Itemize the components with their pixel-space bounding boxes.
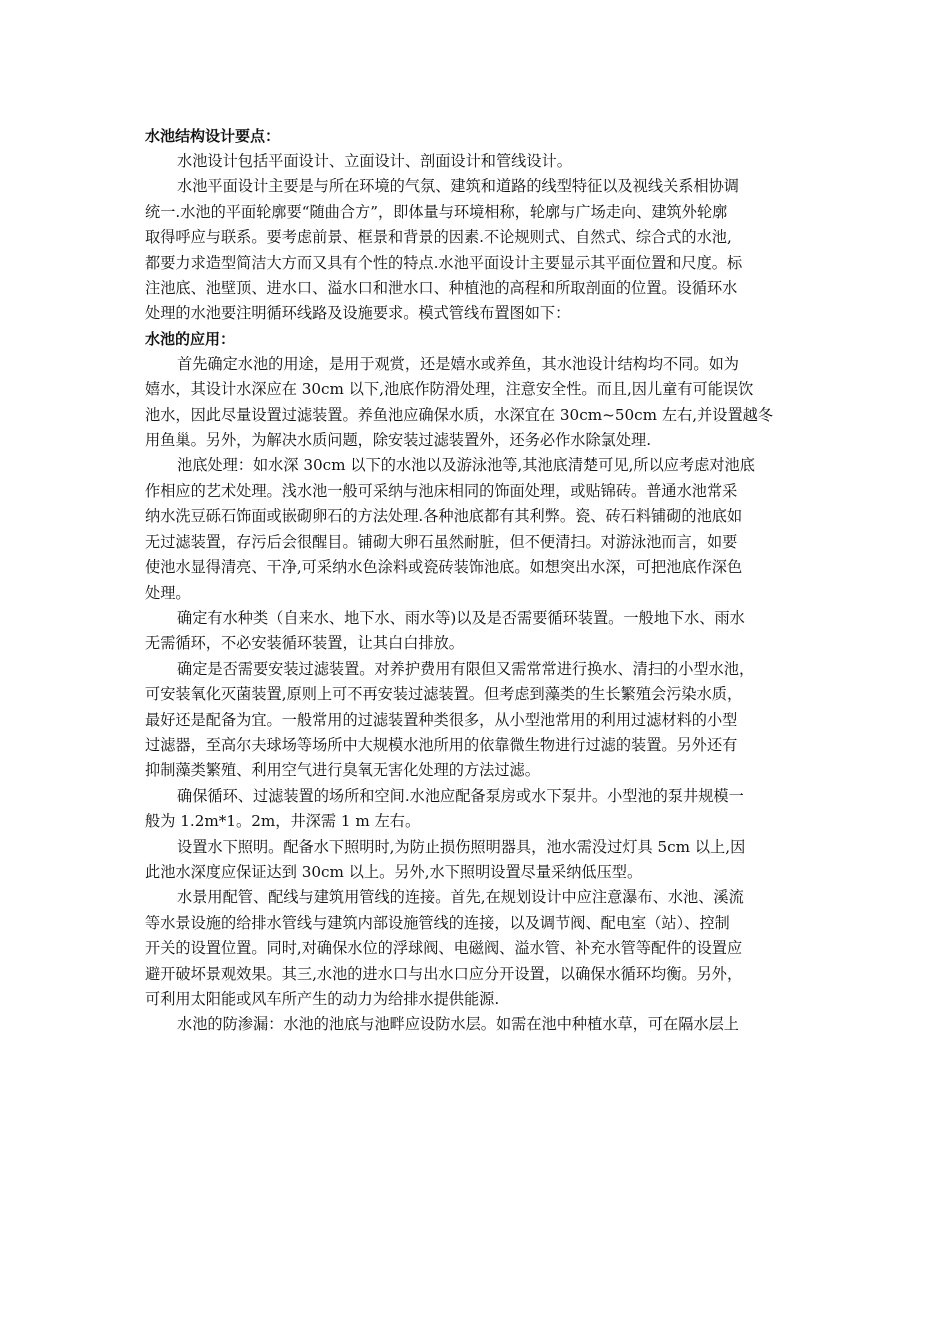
text-line: 开关的设置位置。同时,对确保水位的浮球阀、电磁阀、溢水管、补充水管等配件的设置应: [145, 939, 743, 958]
document-page: [145, 124, 813, 1038]
paragraph-pump-space: [145, 784, 813, 835]
text-line: 避开破坏景观效果。其三,水池的进水口与出水口应分开设置，以确保水循环均衡。另外，: [145, 964, 743, 983]
text-line: 可利用太阳能或风车所产生的动力为给排水提供能源.: [145, 990, 500, 1008]
text-line: 水池平面设计主要是与所在环境的气氛、建筑和道路的线型特征以及视线关系相协调: [177, 177, 739, 196]
paragraph-pool-bottom: [145, 453, 813, 605]
paragraph-waterproofing: [145, 1012, 813, 1037]
section-heading-design-points: 水池结构设计要点：: [145, 127, 281, 145]
text-line: 纳水洗豆砾石饰面或嵌砌卵石的方法处理.各种池底都有其利弊。瓷、砖石料铺砌的池底如: [145, 507, 743, 526]
paragraph-piping: [145, 885, 813, 1012]
text-line: 确定是否需要安装过滤装置。对养护费用有限但又需常常进行换水、清扫的小型水池，: [177, 659, 755, 678]
paragraph-lighting: [145, 835, 813, 886]
text-line: 处理的水池要注明循环线路及设施要求。模式管线布置图如下：: [145, 304, 571, 323]
text-line: 设置水下照明。配备水下照明时,为防止损伤照明器具，池水需没过灯具 5cm 以上,因: [177, 837, 746, 856]
text-line: 无过滤装置，存污后会很醒目。铺砌大卵石虽然耐脏，但不便清扫。对游泳池而言，如要: [145, 532, 738, 551]
paragraph-filtration: [145, 657, 813, 784]
text-line: 都要力求造型简洁大方而又具有个性的特点.水池平面设计主要显示其平面位置和尺度。标: [145, 253, 743, 272]
text-line: 抑制藻类繁殖、利用空气进行臭氧无害化处理的方法过滤。: [145, 761, 540, 780]
text-line: 取得呼应与联系。要考虑前景、框景和背景的因素.不论规则式、自然式、综合式的水池,: [145, 228, 732, 247]
paragraph-plan-design: [145, 174, 813, 326]
text-line: 最好还是配备为宜。一般常用的过滤装置种类很多，从小型池常用的利用过滤材料的小型: [145, 710, 738, 729]
text-line: 处理。: [145, 583, 191, 602]
text-line: 使池水显得清亮、干净,可采纳水色涂料或瓷砖装饰池底。如想突出水深，可把池底作深色: [145, 558, 743, 577]
paragraph-purpose: [145, 352, 813, 454]
text-line: 无需循环，不必安装循环装置，让其白白排放。: [145, 634, 464, 653]
text-line: 此池水深度应保证达到 30cm 以上。另外,水下照明设置尽量采纳低压型。: [145, 862, 643, 881]
text-line: 等水景设施的给排水管线与建筑内部设施管线的连接，以及调节阀、配电室（站）、控制: [145, 913, 730, 932]
text-line: 首先确定水池的用途，是用于观赏，还是嬉水或养鱼，其水池设计结构均不同。如为: [177, 354, 739, 373]
text-line: 注池底、池壁顶、进水口、溢水口和泄水口、种植池的高程和所取剖面的位置。设循环水: [145, 279, 738, 298]
text-line: 水池的防渗漏：水池的池底与池畔应设防水层。如需在池中种植水草，可在隔水层上: [177, 1015, 739, 1034]
text-line: 水池设计包括平面设计、立面设计、剖面设计和管线设计。: [177, 152, 572, 170]
text-line: 用鱼巢。另外，为解决水质问题，除安装过滤装置外，还务必作水除氯处理.: [145, 431, 652, 450]
paragraph-water-source: [145, 606, 813, 657]
text-line: 过滤器，至高尔夫球场等场所中大规模水池所用的依靠微生物进行过滤的装置。另外还有: [145, 735, 738, 754]
text-line: 可安装氧化灭菌装置,原则上可不再安装过滤装置。但考虑到藻类的生长繁殖会污染水质，: [145, 685, 743, 704]
text-line: 般为 1.2m*1。2m，井深需 1 m 左右。: [145, 812, 421, 831]
text-line: 确保循环、过滤装置的场所和空间.水池应配备泵房或水下泵井。小型池的泵井规模一: [177, 786, 744, 805]
text-line: 池水，因此尽量设置过滤装置。养鱼池应确保水质，水深宜在 30cm~50cm 左右,并设置越冬: [145, 405, 774, 424]
text-line: 确定有水种类（自来水、地下水、雨水等)以及是否需要循环装置。一般地下水、雨水: [177, 608, 745, 627]
text-line: 作相应的艺术处理。浅水池一般可采纳与池床相同的饰面处理，或贴锦砖。普通水池常采: [145, 481, 738, 500]
text-line: 水景用配管、配线与建筑用管线的连接。首先,在规划设计中应注意瀑布、水池、溪流: [177, 888, 744, 907]
text-line: 池底处理：如水深 30cm 以下的水池以及游泳池等,其池底清楚可见,所以应考虑对池底: [177, 456, 755, 475]
text-line: 统一.水池的平面轮廓要“随曲合方”，即体量与环境相称，轮廓与广场走向、建筑外轮廓: [145, 202, 728, 221]
section-heading-application: 水池的应用：: [145, 329, 236, 348]
text-line: 嬉水，其设计水深应在 30cm 以下,池底作防滑处理，注意安全性。而且,因儿童有可能误饮: [145, 380, 754, 399]
paragraph-design-scope: [145, 149, 813, 174]
